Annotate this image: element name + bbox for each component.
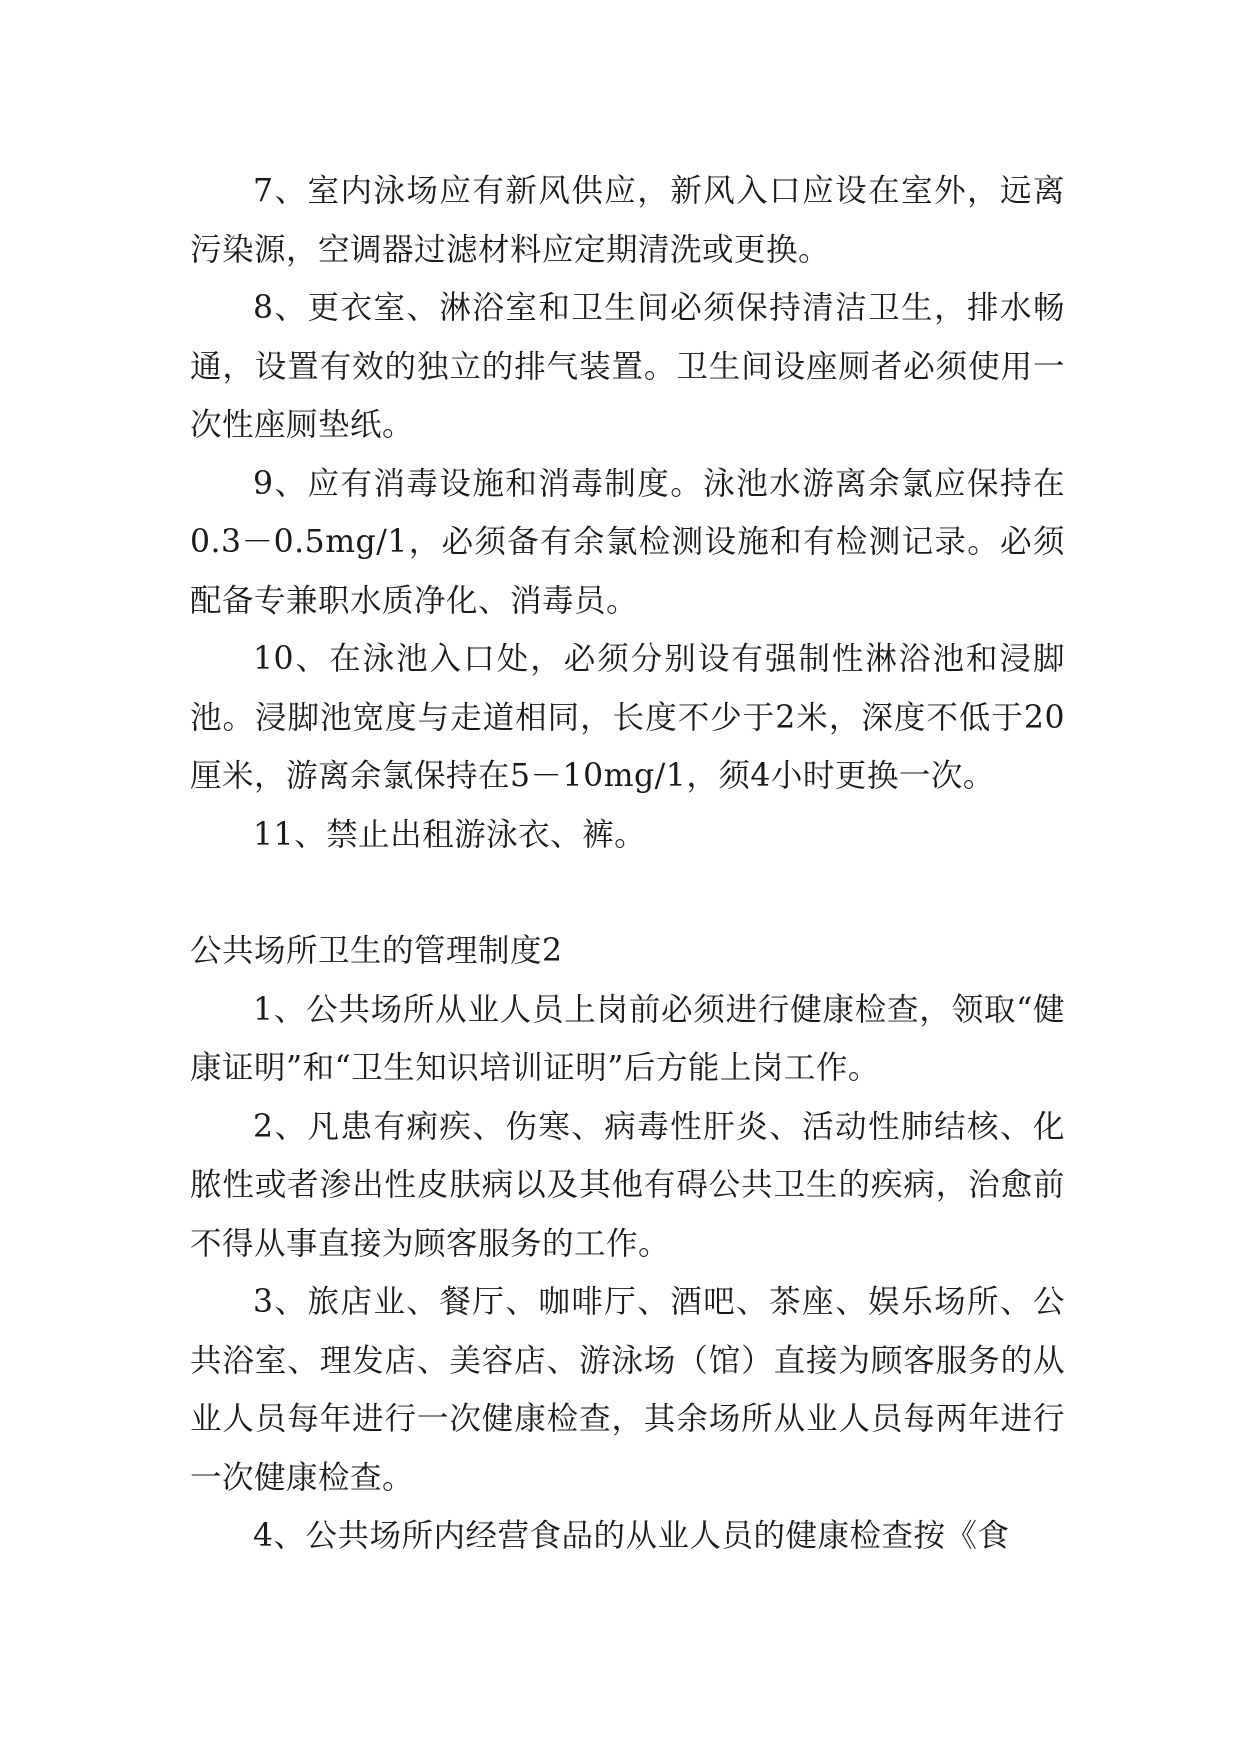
paragraph-item-7: 7、室内泳场应有新风供应，新风入口应设在室外，远离污染源，空调器过滤材料应定期清洗或更换。 <box>190 173 1065 268</box>
section2-paragraph-1: 1、公共场所从业人员上岗前必须进行健康检查，领取“健康证明”和“卫生知识培训证明”后方能上岗工作。 <box>190 991 1065 1086</box>
paragraph-item-8: 8、更衣室、淋浴室和卫生间必须保持清洁卫生，排水畅通，设置有效的独立的排气装置。卫生间设座厕者必须使用一次性座厕垫纸。 <box>190 290 1065 443</box>
section-title: 公共场所卫生的管理制度2 <box>190 933 563 969</box>
section-spacer <box>190 864 1065 922</box>
section2-paragraph-3: 3、旅店业、餐厅、咖啡厅、酒吧、茶座、娱乐场所、公共浴室、理发店、美容店、游泳场（馆）直接为顾客服务的从业人员每年进行一次健康检查，其余场所从业人员每两年进行一次健康检查。 <box>190 1284 1065 1496</box>
document-body <box>190 162 1065 1566</box>
paragraph-item-9: 9、应有消毒设施和消毒制度。泳池水游离余氯应保持在0.3－0.5mg/1，必须备有余氯检测设施和有检测记录。必须配备专兼职水质净化、消毒员。 <box>190 465 1065 619</box>
paragraph-item-10: 10、在泳池入口处，必须分别设有强制性淋浴池和浸脚池。浸脚池宽度与走道相同，长度不少于2米，深度不低于20厘米，游离余氯保持在5－10mg/1，须4小时更换一次。 <box>190 641 1065 794</box>
section2-paragraph-2: 2、凡患有痢疾、伤寒、病毒性肝炎、活动性肺结核、化脓性或者渗出性皮肤病以及其他有碍公共卫生的疾病，治愈前不得从事直接为顾客服务的工作。 <box>190 1108 1065 1262</box>
paragraph-item-11: 11、禁止出租游泳衣、裤。 <box>253 816 647 853</box>
section2-paragraph-4: 4、公共场所内经营食品的从业人员的健康检查按《食 <box>253 1518 1010 1554</box>
